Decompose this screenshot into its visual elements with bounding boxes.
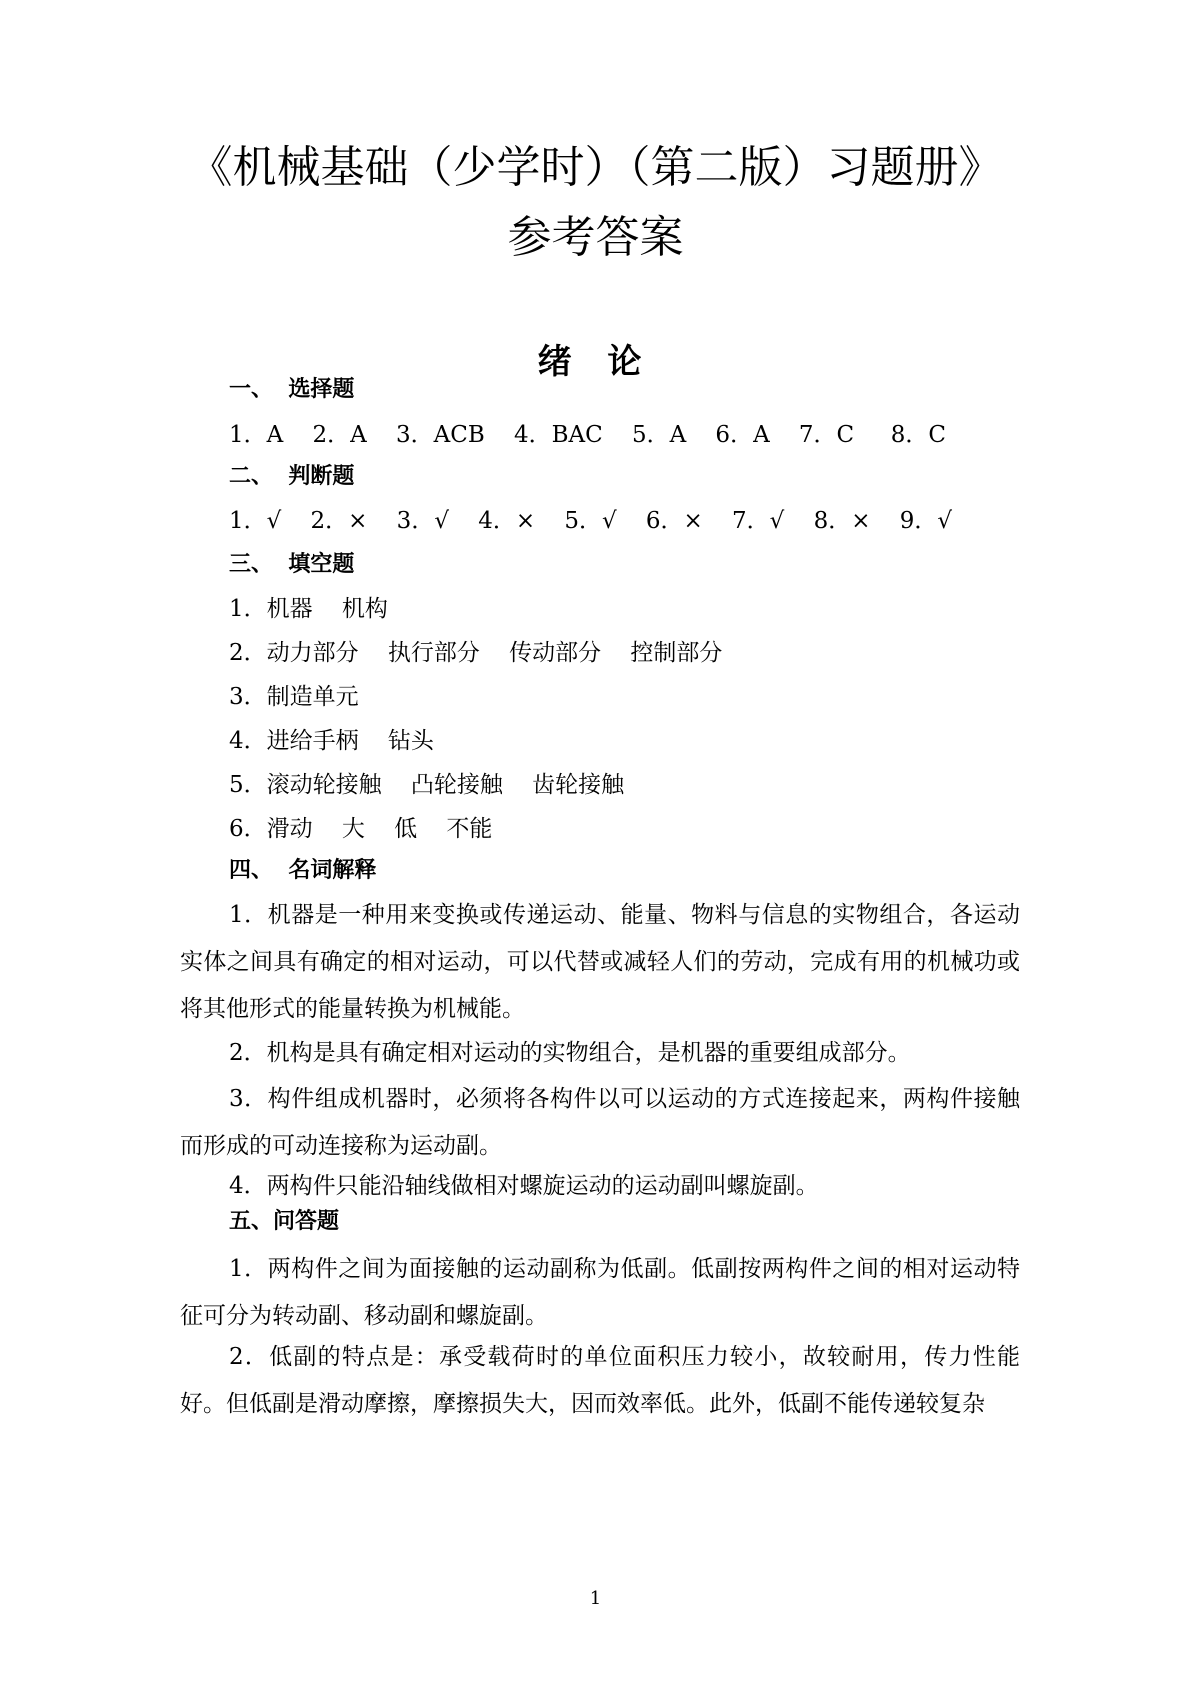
page-number: 1	[589, 1588, 602, 1609]
section-heading-fill: 三、 填空题	[229, 552, 355, 577]
section-heading-qa: 五、问答题	[229, 1209, 340, 1234]
term-paragraph: 1．机器是一种用来变换或传递运动、能量、物料与信息的实物组合，各运动实体之间具有确定的相对运动，可以代替或减轻人们的劳动，完成有用的机械功或将其他形式的能量转换为机械能。	[180, 902, 1020, 1022]
section-heading-terms: 四、 名词解释	[229, 858, 377, 883]
fill-item: 4．进给手柄 钻头	[229, 728, 434, 754]
term-paragraph: 4．两构件只能沿轴线做相对螺旋运动的运动副叫螺旋副。	[229, 1173, 819, 1199]
judge-answers: 1．√ 2．× 3．√ 4．× 5．√ 6．× 7．√ 8．× 9．√	[229, 508, 953, 534]
fill-item: 5．滚动轮接触 凸轮接触 齿轮接触	[229, 772, 625, 798]
qa-paragraph: 2．低副的特点是：承受载荷时的单位面积压力较小，故较耐用，传力性能好。但低副是滑动摩擦，摩擦损失大，因而效率低。此外，低副不能传递较复杂	[180, 1344, 1020, 1417]
section-heading-choice: 一、 选择题	[229, 377, 355, 402]
section-heading-judge: 二、 判断题	[229, 464, 355, 489]
fill-item: 1．机器 机构	[229, 596, 388, 622]
document-subtitle: 参考答案	[507, 212, 684, 263]
term-paragraph: 3．构件组成机器时，必须将各构件以可以运动的方式连接起来，两构件接触而形成的可动连接称为运动副。	[180, 1086, 1020, 1159]
fill-item: 3．制造单元	[229, 684, 359, 710]
document-title: 《机械基础（少学时）（第二版）习题册》	[188, 142, 1003, 193]
qa-paragraph: 1．两构件之间为面接触的运动副称为低副。低副按两构件之间的相对运动特征可分为转动副、移动副和螺旋副。	[180, 1256, 1020, 1329]
fill-item: 2．动力部分 执行部分 传动部分 控制部分	[229, 640, 723, 666]
chapter-title: 绪 论	[537, 342, 654, 382]
choice-answers: 1．A 2．A 3．ACB 4．BAC 5．A 6．A 7．C 8．C	[229, 422, 946, 448]
term-paragraph: 2．机构是具有确定相对运动的实物组合，是机器的重要组成部分。	[229, 1040, 911, 1066]
fill-item: 6．滑动 大 低 不能	[229, 816, 493, 842]
